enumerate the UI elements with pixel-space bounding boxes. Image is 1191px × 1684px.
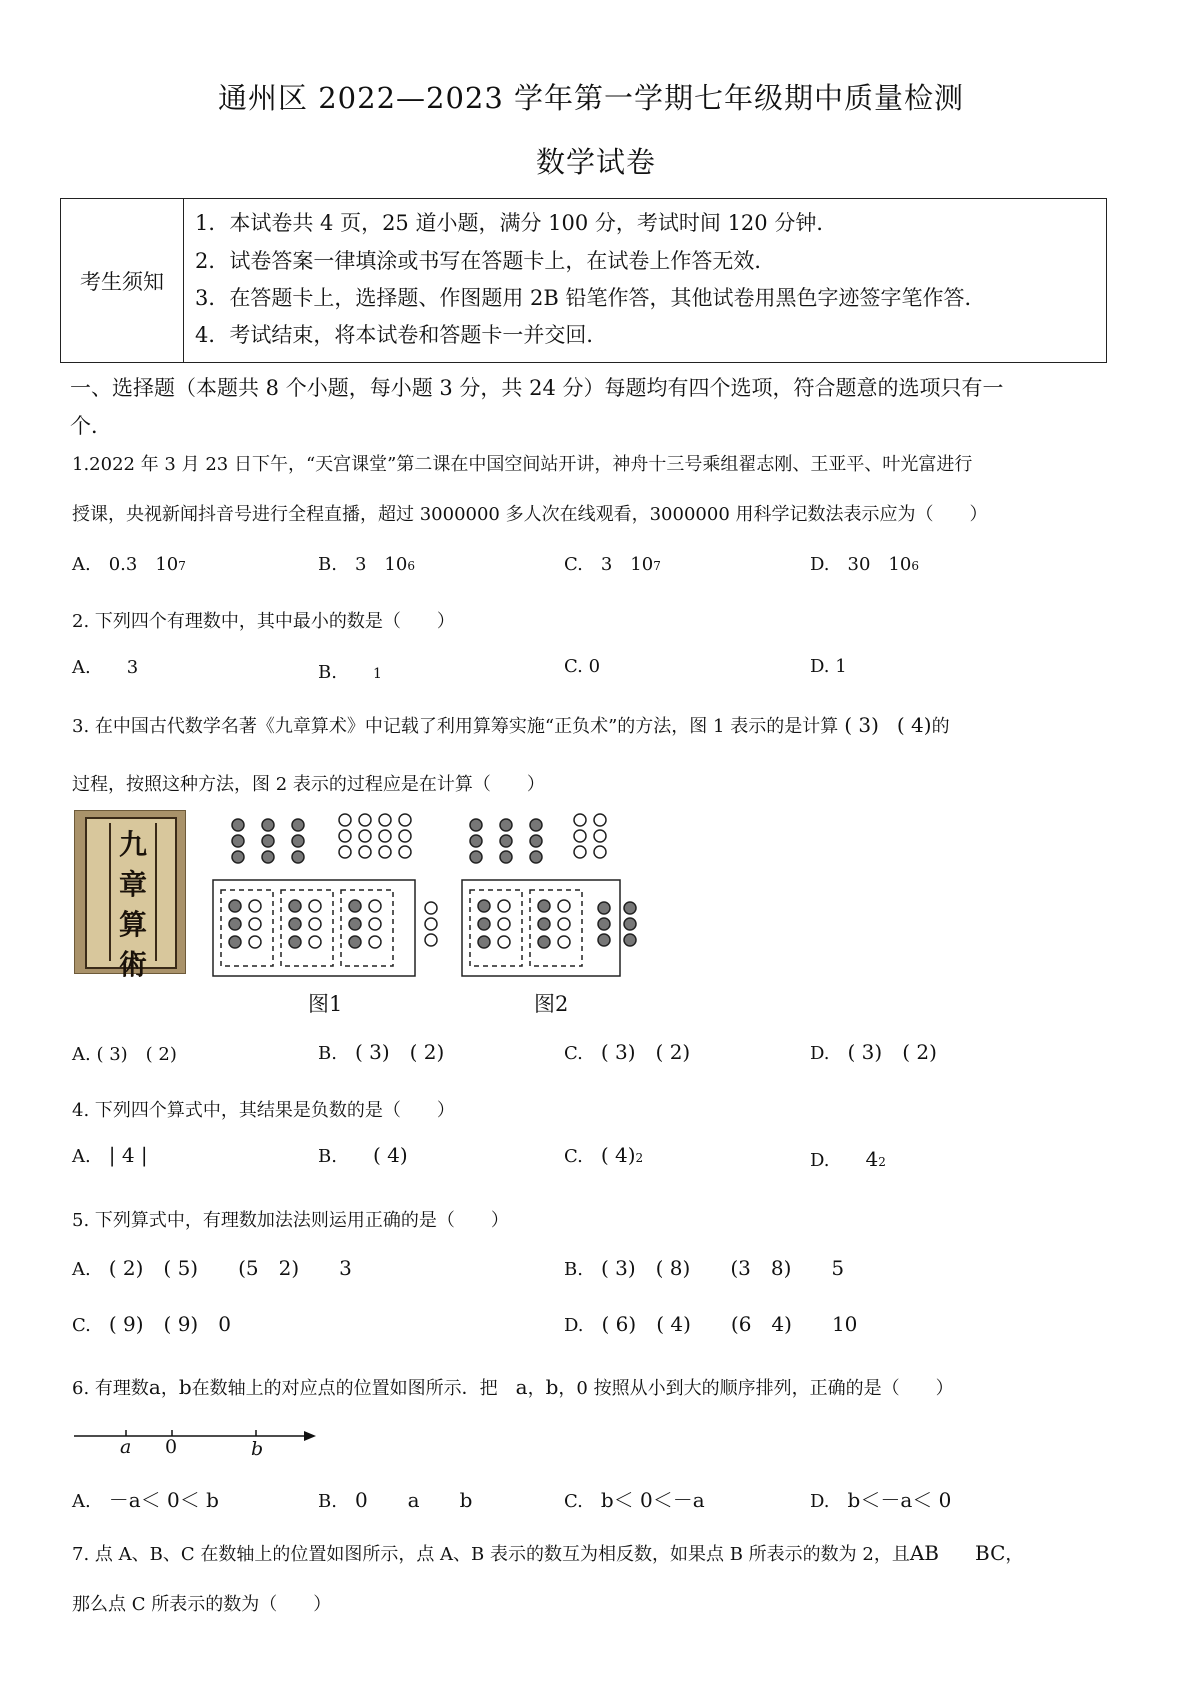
q1-text-cont: 授课，央视新闻抖音号进行全程直播，超过 3000000 多人次在线观看，3000000 用科学记数法表示应为（ ）: [72, 504, 988, 525]
book-image: [74, 810, 186, 981]
section-heading-cont: 个．: [70, 414, 112, 438]
q5-option-d: D. ( 6) ( 4) (6 4) 10: [564, 1312, 858, 1336]
q1-option-a: A. 0.3 107: [72, 554, 186, 575]
page-title: 通州区 2022—2023 学年第一学期七年级期中质量检测: [218, 81, 965, 115]
q3-option-a: A. ( 3) ( 2): [72, 1044, 177, 1065]
notice-item: 1．本试卷共 4 页，25 道小题，满分 100 分，考试时间 120 分钟．: [195, 211, 838, 235]
q2-option-b: B. 1: [318, 662, 382, 683]
figure-1-caption: 图1: [308, 992, 343, 1016]
q3-option-b: B. ( 3) ( 2): [318, 1040, 445, 1064]
figure-2: [460, 808, 650, 980]
q1-option-d: D. 30 106: [810, 554, 919, 575]
q4-option-c: C. ( 4)2: [564, 1143, 644, 1167]
q6-option-a: A. －a＜ 0＜ b: [72, 1488, 219, 1512]
q1-text: 1.2022 年 3 月 23 日下午，“天宫课堂”第二课在中国空间站开讲，神舟十三号乘组翟志刚、王亚平、叶光富进行: [72, 454, 973, 475]
book-char: 九: [118, 828, 147, 861]
q4-text: 4. 下列四个算式中，其结果是负数的是（ ）: [72, 1100, 455, 1121]
q6-option-d: D. b＜－a＜ 0: [810, 1488, 952, 1512]
q7-text: 7. 点 A、B、C 在数轴上的位置如图所示，点 A、B 表示的数互为相反数，如果点 B 所表示的数为 2，且AB BC，: [72, 1541, 1024, 1565]
notice-item: 4．考试结束，将本试卷和答题卡一并交回．: [195, 323, 608, 347]
page-subtitle: 数学试卷: [536, 145, 657, 179]
q5-text: 5. 下列算式中，有理数加法法则运用正确的是（ ）: [72, 1210, 509, 1231]
q4-option-a: A. | 4 |: [72, 1143, 148, 1167]
axis-label-a: a: [120, 1436, 132, 1458]
q1-option-b: B. 3 106: [318, 554, 415, 575]
q3-option-d: D. ( 3) ( 2): [810, 1040, 937, 1064]
axis-label-zero: 0: [165, 1436, 178, 1458]
book-char: 算: [118, 908, 147, 941]
q3-text: 3. 在中国古代数学名著《九章算术》中记载了利用算筹实施“正负术”的方法，图 1 表示的是计算 ( 3) ( 4)的: [72, 713, 950, 737]
q2-text: 2. 下列四个有理数中，其中最小的数是（ ）: [72, 611, 455, 632]
figure-1: [205, 808, 445, 980]
q7-text-cont: 那么点 C 所表示的数为（ ）: [72, 1594, 332, 1615]
q3-text-cont: 过程，按照这种方法，图 2 表示的过程应是在计算（ ）: [72, 774, 545, 795]
q1-option-c: C. 3 107: [564, 554, 661, 575]
q4-option-d: D. 42: [810, 1147, 886, 1171]
q6-text: 6. 有理数a，b在数轴上的对应点的位置如图所示．把 a，b，0 按照从小到大的顺序排列，正确的是（ ）: [72, 1375, 954, 1399]
q5-option-c: C. ( 9) ( 9) 0: [72, 1312, 231, 1336]
notice-item: 2．试卷答案一律填涂或书写在答题卡上，在试卷上作答无效．: [195, 249, 776, 273]
notice-item: 3．在答题卡上，选择题、作图题用 2B 铅笔作答，其他试卷用黑色字迹签字笔作答．: [195, 286, 986, 310]
figure-2-caption: 图2: [534, 992, 569, 1016]
q2-option-c: C. 0: [564, 656, 601, 677]
q5-option-b: B. ( 3) ( 8) (3 8) 5: [564, 1256, 845, 1280]
q3-option-c: C. ( 3) ( 2): [564, 1040, 691, 1064]
q2-option-d: D. 1: [810, 656, 847, 677]
q6-option-b: B. 0 a b: [318, 1488, 473, 1512]
section-heading: 一、选择题（本题共 8 个小题，每小题 3 分，共 24 分）每题均有四个选项，符合题意的选项只有一: [70, 376, 1004, 400]
notice-label: 考生须知: [61, 199, 184, 362]
q2-option-a: A. 3: [72, 657, 139, 678]
q4-option-b: B. ( 4): [318, 1143, 408, 1167]
q6-option-c: C. b＜ 0＜－a: [564, 1488, 705, 1512]
number-line: [72, 1420, 332, 1466]
book-char: 章: [118, 868, 147, 901]
notice-box: [60, 198, 1107, 363]
book-char: 術: [118, 948, 147, 981]
axis-label-b: b: [251, 1438, 264, 1460]
q5-option-a: A. ( 2) ( 5) (5 2) 3: [72, 1256, 352, 1280]
